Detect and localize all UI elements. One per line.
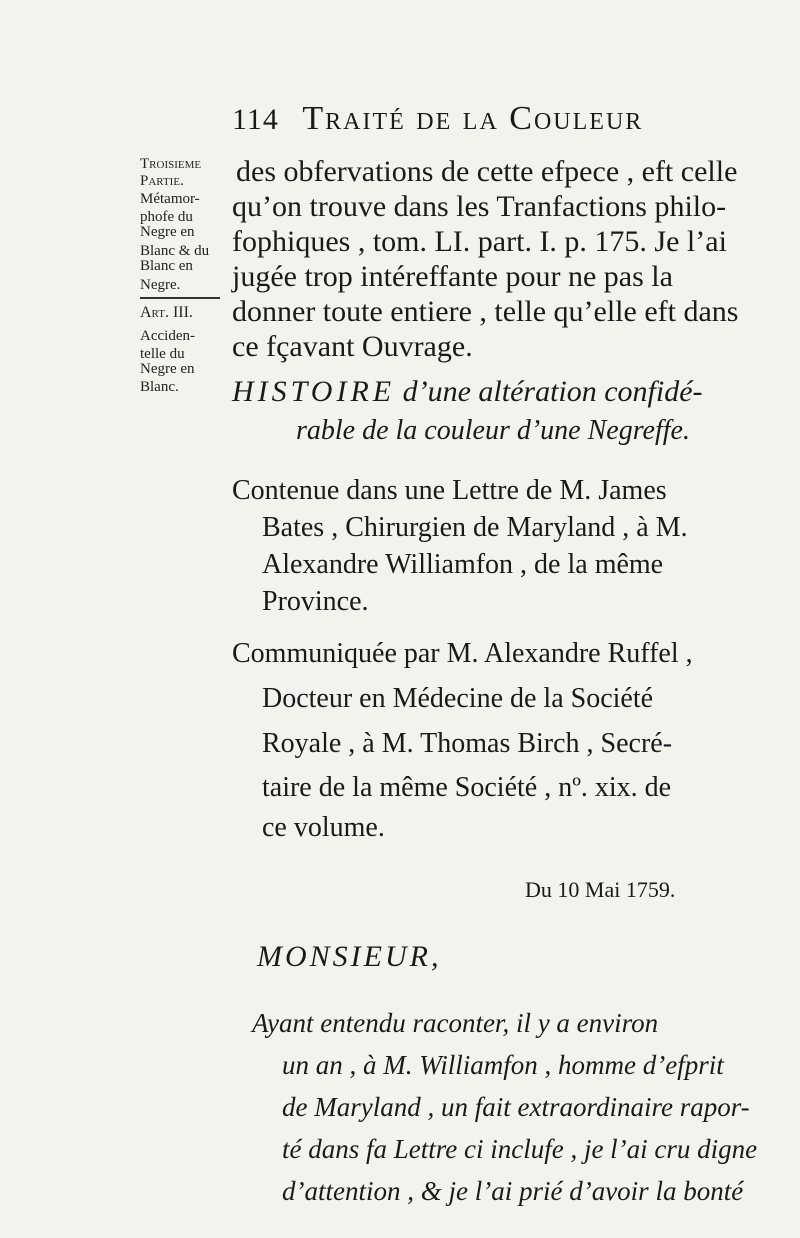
margin-note-line: Blanc en [140,258,193,274]
margin-note-line: Blanc. [140,379,179,395]
margin-note-line: Negre en [140,361,195,377]
letter-line: Ayant entendu raconter, il y a environ [252,1008,659,1038]
source-line: Contenue dans une Lettre de M. James [232,475,667,506]
dateline: Du 10 Mai 1759. [525,877,676,902]
margin-note-line: Partie. [140,173,184,189]
body-text-line: ce fçavant Ouvrage. [232,330,473,363]
body-text-line: fophiques , tom. LI. part. I. p. 175. Je l’ai [232,225,727,258]
margin-note-line: telle du [140,346,185,362]
running-head [232,100,643,138]
letter-line: de Maryland , un fait extraordinaire rapor- [282,1092,750,1122]
divider-rule [140,297,220,299]
margin-note-line: Métamor- [140,191,200,207]
letter-line: d’attention , & je l’ai prié d’avoir la bonté [282,1176,744,1206]
source-line: Bates , Chirurgien de Maryland , à M. [262,512,688,543]
margin-note-article [140,305,195,398]
source-line: Communiquée par M. Alexandre Ruffel , [232,638,693,669]
story-heading [232,375,703,409]
margin-note-line: Blanc & du [140,243,210,259]
salutation: MONSIEUR, [257,940,442,973]
letter-line: té dans fa Lettre ci inclufe , je l’ai cru digne [282,1134,758,1164]
letter-line: un an , à M. Williamfon , homme d’efprit [282,1050,724,1080]
source-line: Docteur en Médecine de la Société [262,683,654,714]
source-line: taire de la même Société , nº. xix. de [262,772,672,803]
source-line: ce volume. [262,812,385,843]
running-title: Traité de la Couleur [302,100,644,137]
story-heading-line2: rable de la couleur d’une Negreffe. [296,415,690,446]
body-text-line: des obfervations de cette efpece , eft celle [236,155,738,188]
heading-caps: HISTOIRE [232,375,396,408]
source-line: Alexandre Williamfon , de la même [262,549,664,580]
margin-note-line: phofe du [140,209,193,225]
body-text-line: donner toute entiere , telle qu’elle eft dans [232,295,739,328]
body-text-line: qu’on trouve dans les Tranfactions philo- [232,190,727,223]
heading-rest: d’une altération confidé- [402,375,703,408]
margin-note-line: Troisieme [140,156,202,172]
source-line: Royale , à M. Thomas Birch , Secré- [262,728,673,759]
body-text-line: jugée trop intéreffante pour ne pas la [232,260,673,293]
margin-note-line: Negre. [140,277,181,293]
margin-note-line: Acciden- [140,328,195,344]
article-label: Art. III. [140,304,193,321]
page-number: 114 [232,103,279,136]
margin-note-section [140,157,209,296]
margin-note-line: Negre en [140,224,195,240]
source-line: Province. [262,586,369,617]
